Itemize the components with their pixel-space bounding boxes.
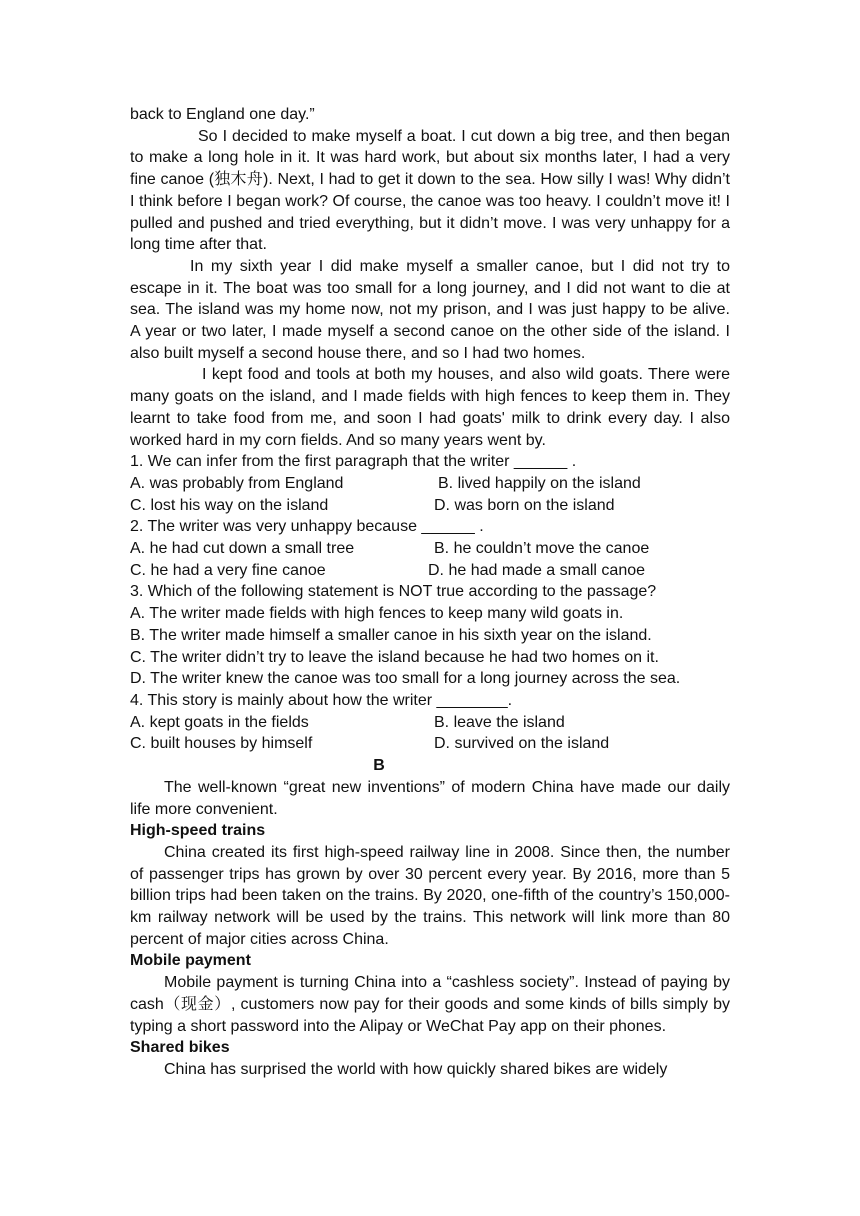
option-2c: C. he had a very fine canoe [130,561,326,579]
question-1: 1. We can infer from the first paragraph that the writer ______ . [130,453,577,471]
question-4-options-row-2 [130,733,730,755]
option-4a: A. kept goats in the fields [130,713,309,731]
passage-b-paragraph-trains: China created its first high-speed railway line in 2008. Since then, the number of passenger trips has grown by over 30 percent every year. By 2016, more than 5 billion trips had been taken on the trains. By 2020, one-fifth of the country’s 150,000-km railway network will be used by the trains. This network will link more than 80 percent of major cities across China. [130,843,730,948]
question-2-options-row-2 [130,560,730,582]
passage-b-intro: The well-known “great new inventions” of modern China have made our daily life more convenient. [130,778,730,818]
passage-a-paragraph-1: So I decided to make myself a boat. I cut down a big tree, and then began to make a long hole in it. It was hard work, but about six months later, I had a very fine canoe (独木舟). Next, I had to get it down to the sea. How silly I was! Why didn’t I think before I began work? Of course, the canoe was too heavy. I couldn’t move it! I pulled and pushed and tried everything, but it didn’t move. I was very unhappy for a long time after that. [130,127,730,254]
question-2-options-row-1 [130,538,730,560]
heading-high-speed-trains: High-speed trains [130,822,266,840]
option-1b: B. lived happily on the island [438,474,641,492]
option-3d: D. The writer knew the canoe was too small for a long journey across the sea. [130,670,681,688]
heading-shared-bikes: Shared bikes [130,1039,230,1057]
document-page [130,104,730,1081]
option-2b: B. he couldn’t move the canoe [434,540,650,558]
option-3b: B. The writer made himself a smaller canoe in his sixth year on the island. [130,626,652,644]
question-1-options-row-2 [130,495,730,517]
option-2d: D. he had made a small canoe [428,561,646,579]
option-4d: D. survived on the island [434,735,610,753]
passage-b-paragraph-bikes: China has surprised the world with how quickly shared bikes are widely [164,1060,668,1078]
question-4: 4. This story is mainly about how the writer ________. [130,691,513,709]
option-1d: D. was born on the island [434,496,615,514]
question-3: 3. Which of the following statement is NOT true according to the passage? [130,583,657,601]
passage-a-paragraph-2: In my sixth year I did make myself a smaller canoe, but I did not try to escape in it. The boat was too small for a long journey, and I did not want to die at sea. The island was my home now, not my prison, and I was just happy to be alive. A year or two later, I made myself a second canoe on the other side of the island. I also built myself a second house there, and so I had two homes. [130,257,730,362]
option-2a: A. he had cut down a small tree [130,540,355,558]
option-3a: A. The writer made fields with high fences to keep many wild goats in. [130,605,624,623]
question-2: 2. The writer was very unhappy because ______ . [130,518,484,536]
question-4-options-row-1 [130,712,730,734]
passage-b-paragraph-payment: Mobile payment is turning China into a “cashless society”. Instead of paying by cash（现金）, customers now pay for their goods and some kinds of bills simply by typing a short password into the Alipay or WeChat Pay app on their phones. [130,974,730,1035]
option-1c: C. lost his way on the island [130,496,329,514]
option-4c: C. built houses by himself [130,735,313,753]
option-3c: C. The writer didn’t try to leave the island because he had two homes on it. [130,648,659,666]
question-1-options-row-1 [130,473,730,495]
option-4b: B. leave the island [434,713,565,731]
passage-a-paragraph-3: I kept food and tools at both my houses, and also wild goats. There were many goats on the island, and I made fields with high fences to keep them in. They learnt to take food from me, and soon I had goats' milk to drink every day. I also worked hard in my corn fields. And so many years went by. [130,366,730,449]
heading-mobile-payment: Mobile payment [130,952,251,970]
section-b-label: B [373,757,385,775]
passage-a-paragraph-0: back to England one day.” [130,106,315,123]
option-1a: A. was probably from England [130,474,344,492]
